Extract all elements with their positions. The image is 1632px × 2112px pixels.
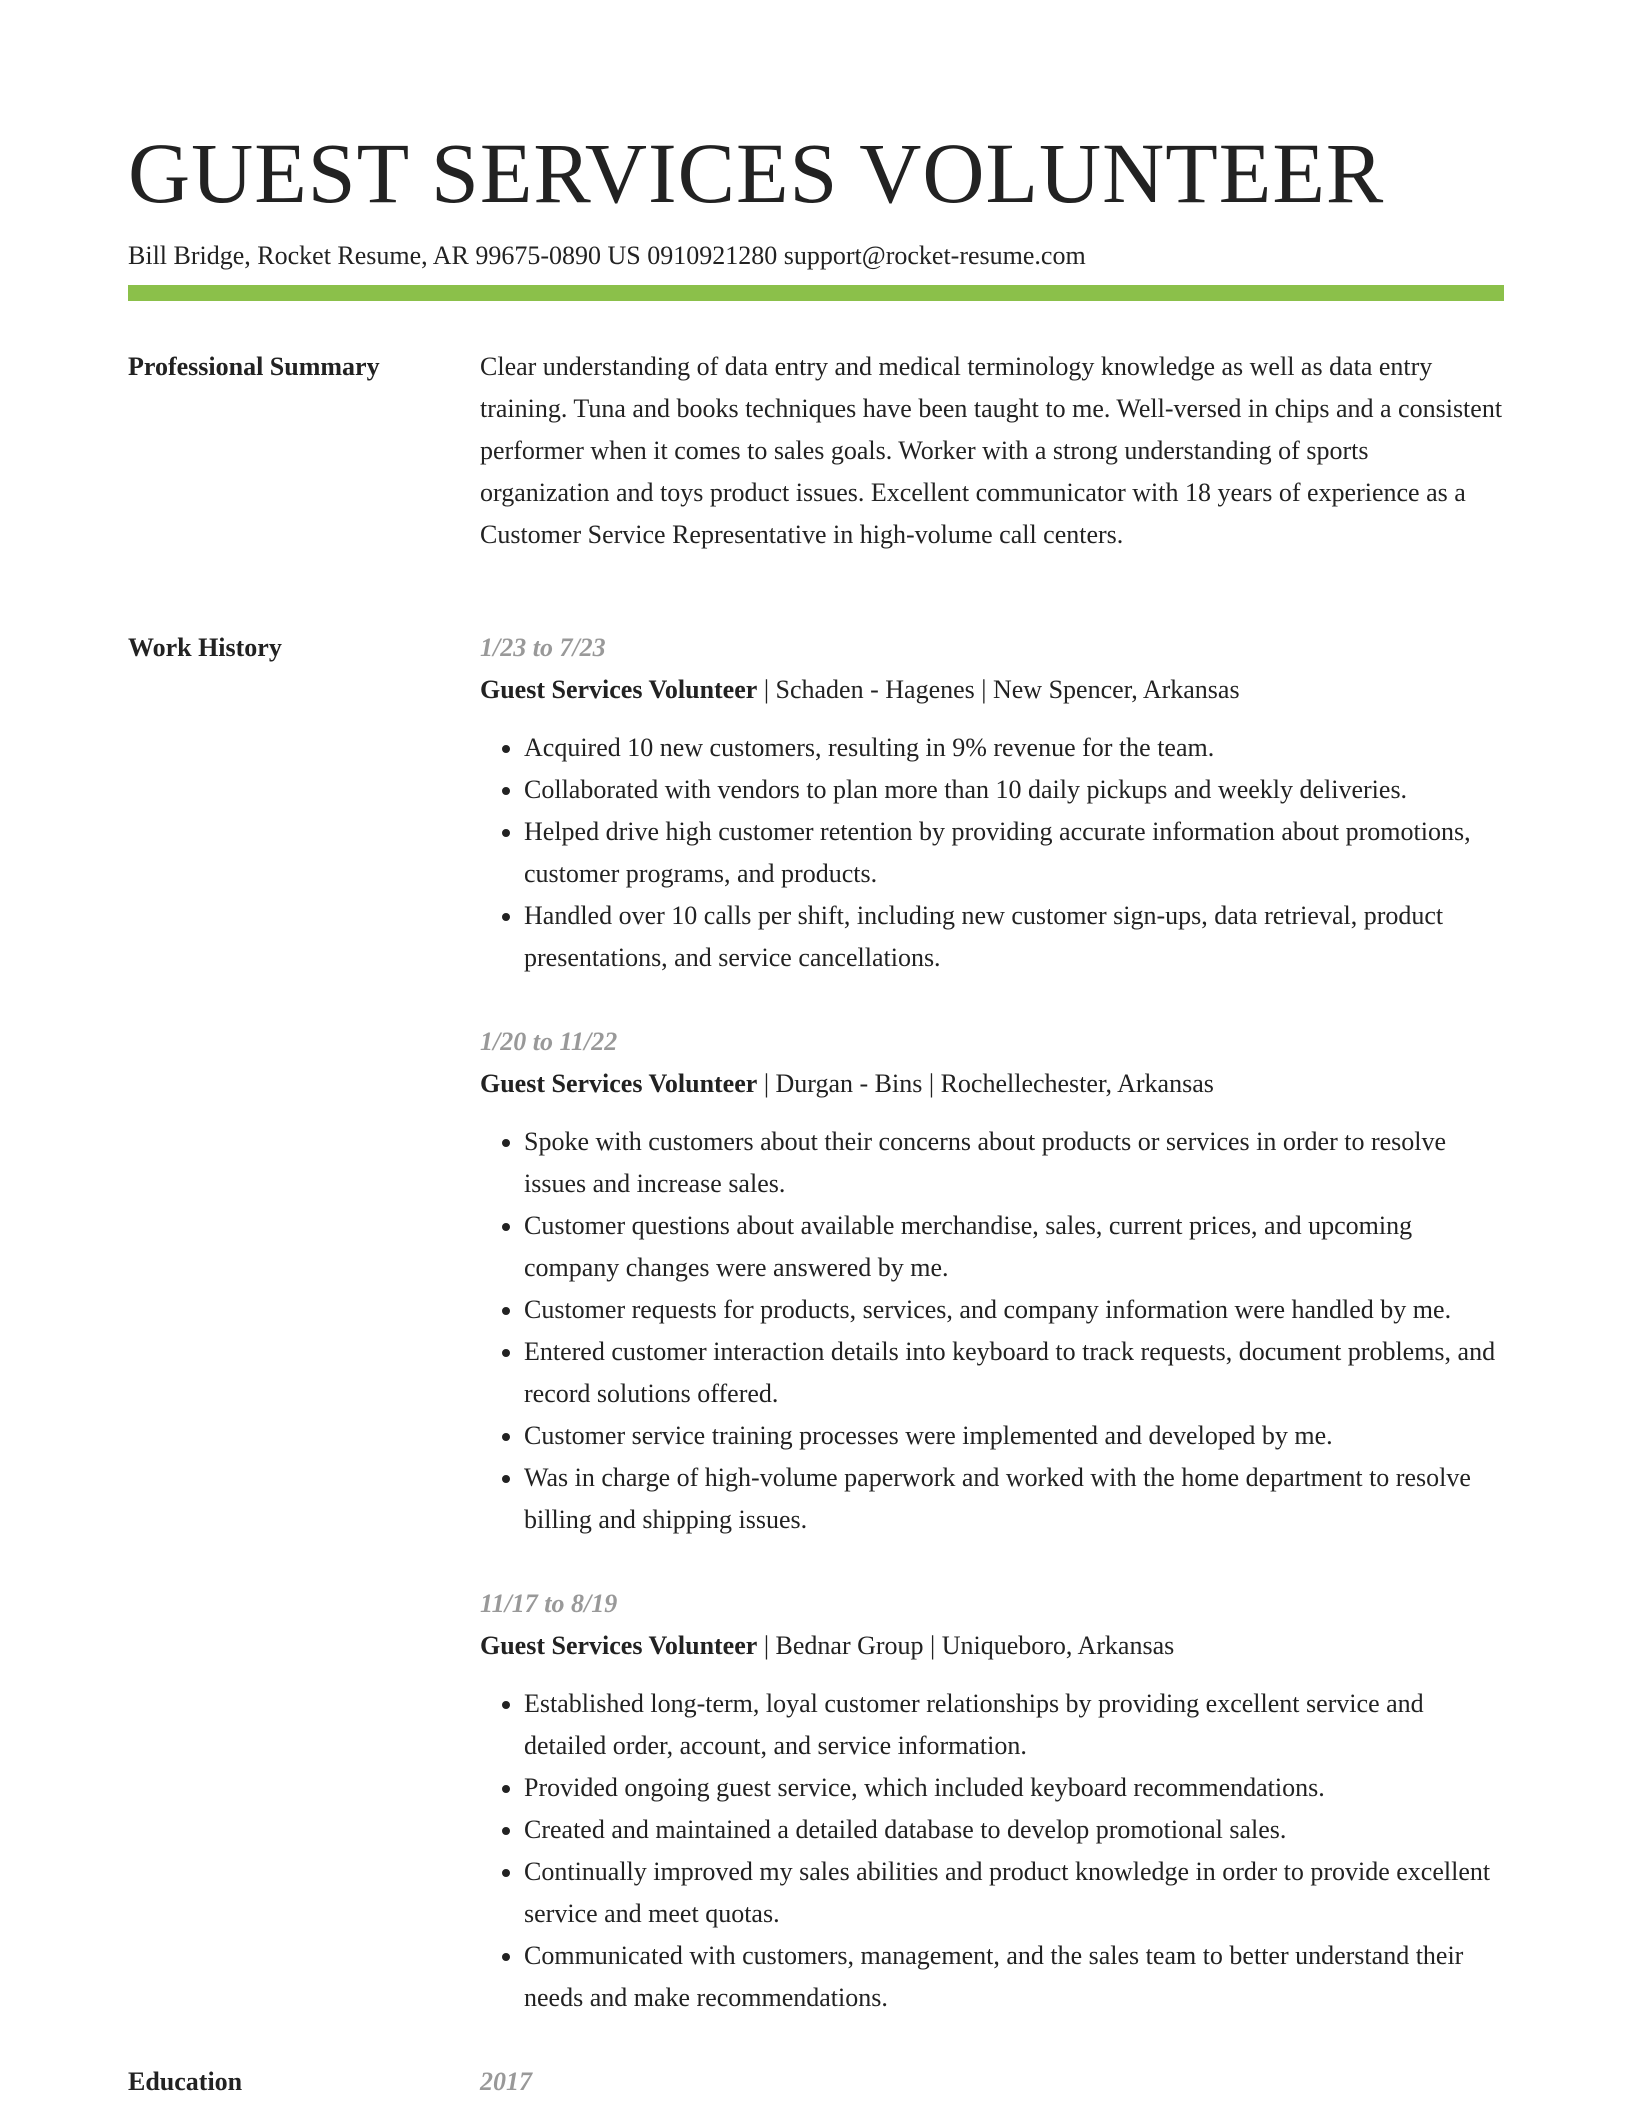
job-entry — [480, 1021, 1504, 1541]
job-bullet: • Created and maintained a detailed database to develop promotional sales. — [524, 1809, 1504, 1851]
summary-body — [480, 346, 1504, 556]
job-bullet: • Spoke with customers about their concerns about products or services in order to resolve issues and increase sales. — [524, 1121, 1504, 1205]
job-heading — [480, 669, 1504, 711]
job-dates: 1/20 to 11/22 — [480, 1027, 618, 1056]
resume-title: GUEST SERVICES VOLUNTEER — [128, 125, 1385, 221]
job-bullet: • Customer requests for products, services, and company information were handled by me. — [524, 1289, 1504, 1331]
job-dates: 11/17 to 8/19 — [480, 1589, 618, 1618]
resume-header — [128, 118, 1504, 274]
accent-divider — [128, 285, 1504, 301]
job-bullet: • Established long-term, loyal customer relationships by providing excellent service and detailed order, account, and service information. — [524, 1683, 1504, 1767]
job-bullet: • Collaborated with vendors to plan more than 10 daily pickups and weekly deliveries. — [524, 769, 1504, 811]
contact-line: Bill Bridge, Rocket Resume, AR 99675-0890 US 0910921280 support@rocket-resume.com — [128, 241, 1086, 270]
job-dates: 1/23 to 7/23 — [480, 633, 606, 662]
education-dates: 2017 — [480, 2067, 532, 2096]
job-entry — [480, 1583, 1504, 2019]
job-employer-location: | Durgan - Bins | Rochellechester, Arkansas — [757, 1069, 1214, 1098]
education-section — [128, 2061, 1504, 2109]
job-entry — [480, 627, 1504, 979]
work-history-body — [480, 627, 1504, 2061]
job-bullet: • Provided ongoing guest service, which included keyboard recommendations. — [524, 1767, 1504, 1809]
job-employer-location: | Schaden - Hagenes | New Spencer, Arkansas — [757, 675, 1240, 704]
job-bullet: • Communicated with customers, management, and the sales team to better understand their needs and make recommendations. — [524, 1935, 1504, 2019]
job-title: Guest Services Volunteer — [480, 675, 758, 704]
job-bullet: • Continually improved my sales abilities and product knowledge in order to provide excellent service and meet quotas. — [524, 1851, 1504, 1935]
job-bullet-list — [480, 1121, 1504, 1541]
summary-text: Clear understanding of data entry and medical terminology knowledge as well as data entry training. Tuna and books techniques have been taught to me. Well-versed in chips and a consistent performer when it comes to sales goals. Worker with a strong understanding of sports organization and toys product issues. Excellent communicator with 18 years of experience as a Customer Service Representative in high-volume call centers. — [480, 352, 1503, 549]
work-history-label: Work History — [128, 633, 282, 662]
job-bullet-list — [480, 1683, 1504, 2019]
work-history-section — [128, 627, 1504, 2047]
job-bullet: • Entered customer interaction details into keyboard to track requests, document problems, and record solutions offered. — [524, 1331, 1504, 1415]
job-bullet: • Helped drive high customer retention by providing accurate information about promotions, customer programs, and products. — [524, 811, 1504, 895]
job-title: Guest Services Volunteer — [480, 1069, 758, 1098]
job-bullet: • Handled over 10 calls per shift, including new customer sign-ups, data retrieval, product presentations, and service cancellations. — [524, 895, 1504, 979]
job-bullet-list — [480, 727, 1504, 979]
summary-label: Professional Summary — [128, 352, 380, 381]
job-bullet: • Was in charge of high-volume paperwork and worked with the home department to resolve billing and shipping issues. — [524, 1457, 1504, 1541]
summary-section — [128, 346, 1504, 606]
education-body — [480, 2061, 1504, 2103]
job-title: Guest Services Volunteer — [480, 1631, 758, 1660]
job-bullet: • Acquired 10 new customers, resulting in 9% revenue for the team. — [524, 727, 1504, 769]
job-bullet: • Customer service training processes were implemented and developed by me. — [524, 1415, 1504, 1457]
job-heading — [480, 1625, 1504, 1667]
education-label: Education — [128, 2067, 243, 2096]
job-bullet: • Customer questions about available merchandise, sales, current prices, and upcoming company changes were answered by me. — [524, 1205, 1504, 1289]
job-heading — [480, 1063, 1504, 1105]
job-employer-location: | Bednar Group | Uniqueboro, Arkansas — [757, 1631, 1175, 1660]
